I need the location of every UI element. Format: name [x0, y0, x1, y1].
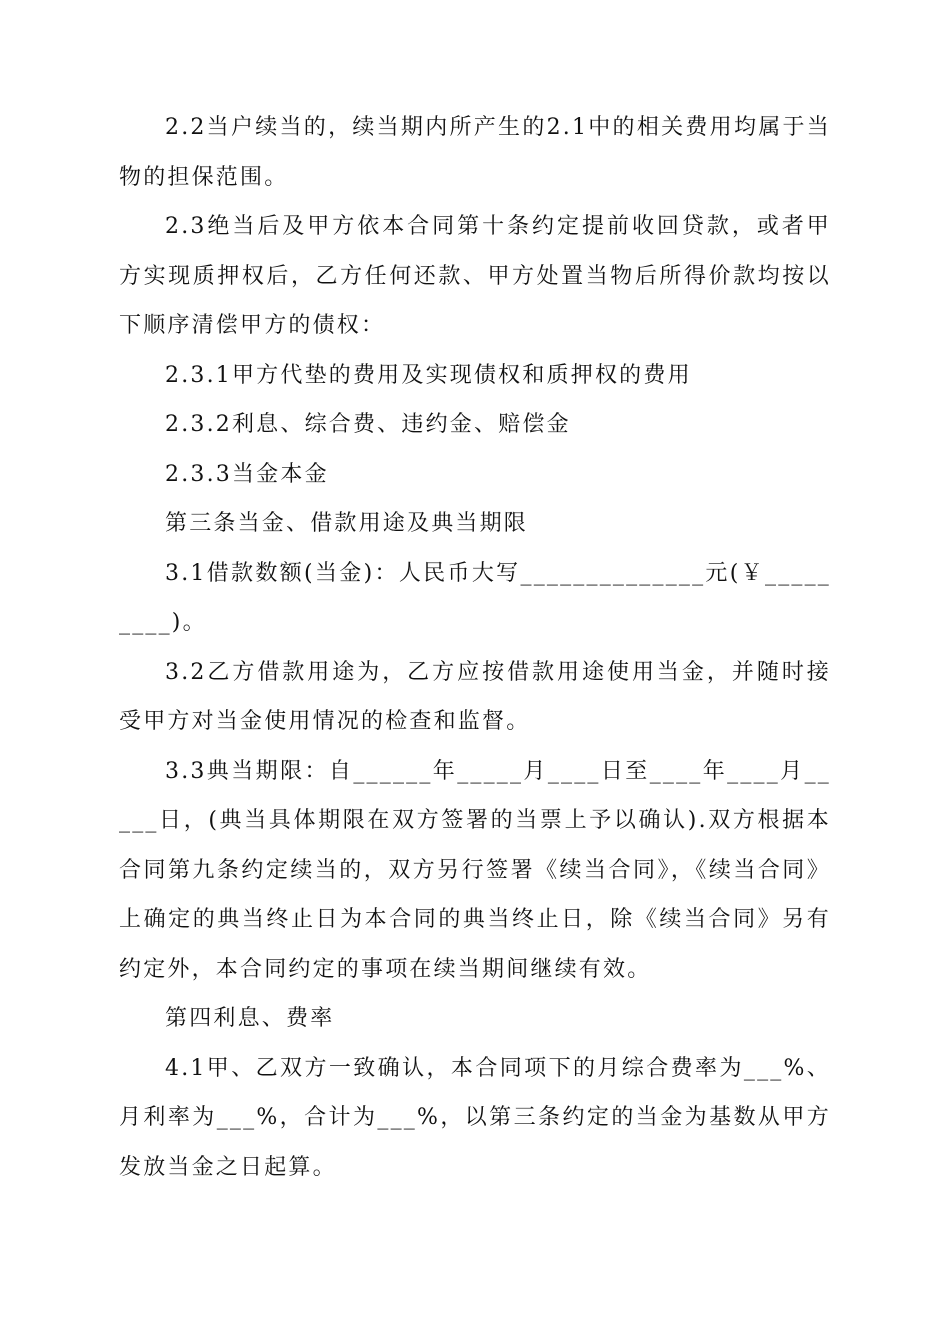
clause-3-1: 3.1借款数额(当金)：人民币大写______________元(￥_________)。	[119, 560, 831, 635]
document-body	[119, 103, 831, 1192]
article-4-heading: 第四利息、费率	[165, 1006, 335, 1031]
clause-2-3-2: 2.3.2利息、综合费、违约金、赔偿金	[165, 412, 571, 437]
article-3-heading: 第三条当金、借款用途及典当期限	[165, 511, 529, 536]
clause-4-1: 4.1甲、乙双方一致确认，本合同项下的月综合费率为___%、月利率为___%，合计为___%，以第三条约定的当金为基数从甲方发放当金之日起算。	[119, 1055, 831, 1180]
clause-2-3-3: 2.3.3当金本金	[165, 461, 329, 487]
clause-2-3: 2.3绝当后及甲方依本合同第十条约定提前收回贷款，或者甲方实现质押权后，乙方任何还款、甲方处置当物后所得价款均按以下顺序清偿甲方的债权：	[119, 214, 831, 338]
clause-3-3: 3.3典当期限：自______年_____月____日至____年____月_____日，(典当具体期限在双方签署的当票上予以确认).双方根据本合同第九条约定续当的，双方另行签署《续当合同》，《续当合同》上确定的典当终止日为本合同的典当终止日，除《续当合同》另有约定外，本合同约定的事项在续当期间继续有效。	[119, 758, 831, 982]
clause-2-3-1: 2.3.1甲方代垫的费用及实现债权和质押权的费用	[165, 362, 692, 388]
clause-2-2: 2.2当户续当的，续当期内所产生的2.1中的相关费用均属于当物的担保范围。	[119, 115, 831, 190]
clause-3-2: 3.2乙方借款用途为，乙方应按借款用途使用当金，并随时接受甲方对当金使用情况的检查和监督。	[119, 659, 831, 734]
